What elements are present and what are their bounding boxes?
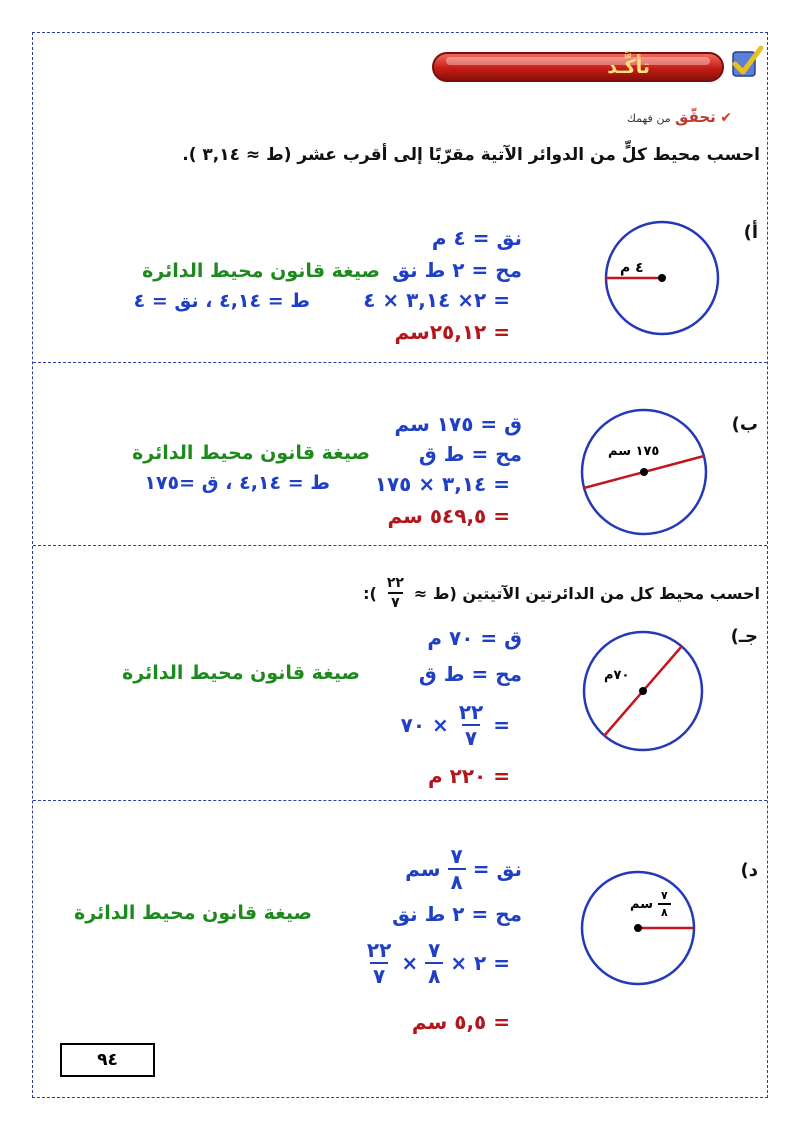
d-sub-num-1: ٧ [428,938,441,962]
circle-d-num: ٧ [660,889,668,902]
banner-title: تأكَّـد [607,56,650,78]
circle-d-den: ٨ [658,903,671,918]
instruction-2-fraction [384,576,407,610]
c-sub-num: ٢٢ [458,700,484,724]
circle-a-diagram [600,216,724,340]
c-rule: صيغة قانون محيط الدائرة [122,662,360,684]
a-formula: مح = ٢ ط نق [392,258,522,282]
d-result: = ٥,٥ سم [411,1010,510,1034]
c-substitution [401,702,510,748]
checkmark-icon [725,42,765,82]
instruction-2-prefix: احسب محيط كل من الدائرتين الآتيتين (ط ≈ [413,583,760,603]
d-given-unit: سم [405,857,441,881]
a-given: نق = ٤ م [431,226,522,250]
divider-3 [33,800,767,801]
circle-d-diagram [576,866,700,990]
page-number: ٩٤ [60,1043,155,1077]
d-sub-mid: × [401,951,419,975]
a-values: ط = ٤,١٤ ، نق = ٤ [133,290,310,312]
circle-d-label [630,890,674,918]
instruction-2-num: ٢٢ [386,575,404,591]
d-formula: مح = ٢ ط نق [392,902,522,926]
d-rule: صيغة قانون محيط الدائرة [74,902,312,924]
b-formula: مح = ط ق [418,442,522,466]
b-values: ط = ٤,١٤ ، ق =١٧٥ [144,472,330,494]
c-sub-den: ٧ [462,724,480,748]
instruction-2 [363,576,760,610]
check-sub: من فهمك [626,112,671,125]
c-formula: مح = ط ق [418,662,522,686]
d-given [405,846,522,892]
d-given-prefix: نق = [472,857,522,881]
c-sub-fraction [456,702,486,748]
circle-d-unit: سم [630,896,653,912]
d-given-num: ٧ [450,844,463,868]
d-given-fraction [448,846,466,892]
c-result: = ٢٢٠ م [428,764,510,788]
d-substitution [361,940,510,986]
divider-1 [33,362,767,363]
circle-b-label: ١٧٥ سم [608,444,660,459]
d-sub-fraction-2 [364,940,394,986]
problem-letter-b: ب) [731,414,758,435]
check-understanding [627,108,732,126]
b-rule: صيغة قانون محيط الدائرة [132,442,370,464]
d-sub-fraction-1 [425,940,443,986]
b-given: ق = ١٧٥ سم [394,412,522,436]
circle-b-diagram [576,404,712,540]
c-given: ق = ٧٠ م [427,626,522,650]
problem-letter-c: جـ) [730,626,758,647]
check-label: تحقّق [675,108,716,126]
instruction-2-suffix: ): [363,583,377,603]
d-sub-den-2: ٧ [370,962,388,986]
c-sub-prefix: = [493,713,510,737]
instruction-1: احسب محيط كلٍّ من الدوائر الآتية مقرّبًا إلى أقرب عشر (ط ≈ ٣,١٤ ). [182,145,760,165]
b-substitution: = ٣,١٤ × ١٧٥ [374,472,510,496]
circle-a-label: ٤ م [620,260,644,276]
a-substitution: = ٢× ٣,١٤ × ٤ [363,288,510,312]
d-sub-prefix: = ٢ × [450,951,510,975]
b-result: = ٥٤٩,٥ سم [387,504,510,528]
d-sub-den-1: ٨ [425,962,443,986]
pencil-check-icon: ✔ [720,110,732,126]
section-banner [432,52,724,82]
banner-gloss [446,57,710,65]
a-result: = ٢٥,١٢سم [394,320,510,344]
d-given-den: ٨ [448,868,466,892]
c-sub-suffix: × ٧٠ [400,713,449,737]
problem-letter-a: أ) [743,222,758,243]
d-sub-num-2: ٢٢ [366,938,392,962]
circle-d-fraction [658,890,671,918]
instruction-2-den: ٧ [388,592,403,610]
circle-c-diagram [578,626,708,756]
problem-letter-d: د) [740,860,758,881]
a-rule: صيغة قانون محيط الدائرة [142,260,380,282]
divider-2 [33,545,767,546]
circle-c-label: ٧٠م [604,668,630,683]
